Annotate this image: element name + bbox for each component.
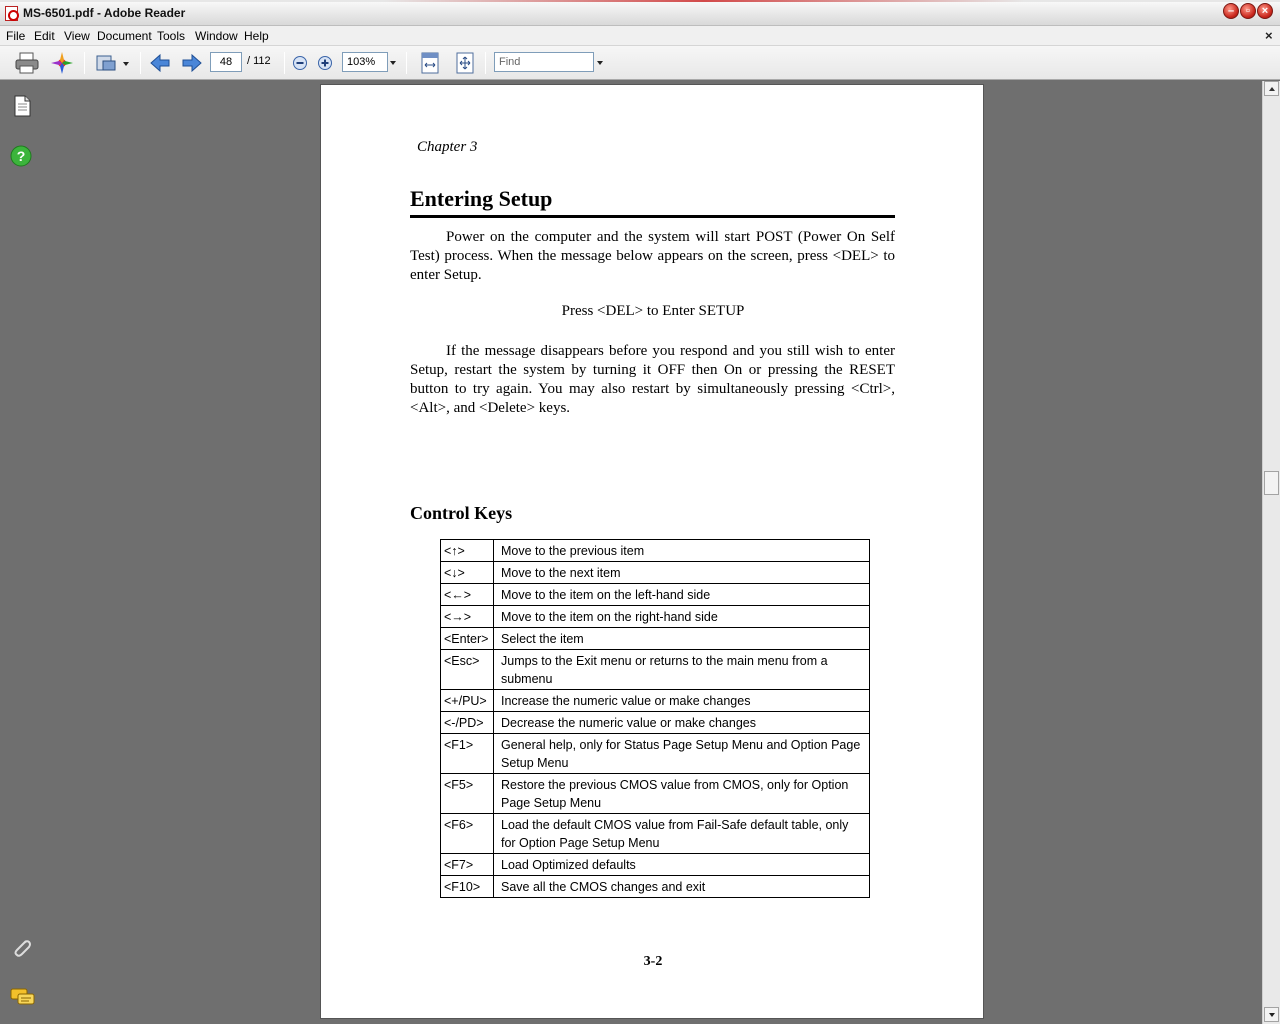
restart-paragraph [410, 342, 895, 418]
key-cell: <↓> [441, 562, 494, 584]
toolbar-separator [485, 52, 486, 74]
help-icon[interactable] [10, 145, 32, 167]
control-keys-table [440, 539, 870, 898]
table-row [441, 854, 870, 876]
collaborate-icon[interactable] [50, 51, 74, 75]
close-window-button[interactable]: × [1257, 3, 1273, 19]
table-row [441, 650, 870, 690]
key-cell: <F5> [441, 774, 494, 814]
menu-file[interactable]: File [6, 29, 26, 43]
key-cell: <Esc> [441, 650, 494, 690]
zoom-dropdown-icon[interactable] [390, 61, 396, 65]
description-cell: Move to the previous item [494, 540, 870, 562]
fit-width-icon[interactable] [419, 51, 441, 75]
description-cell: Move to the item on the right-hand side [494, 606, 870, 628]
intro-paragraph-text: Power on the computer and the system will start POST (Power On Self Test) process. When the message below appears on the screen, press <DEL> to enter Setup. [410, 229, 895, 283]
minimize-button[interactable]: – [1223, 3, 1239, 19]
description-cell: Increase the numeric value or make changes [494, 690, 870, 712]
key-cell: <+/PU> [441, 690, 494, 712]
next-page-icon[interactable] [180, 51, 204, 75]
find-dropdown-icon[interactable] [597, 61, 603, 65]
page-total: / 112 [247, 55, 271, 67]
table-row [441, 562, 870, 584]
table-row [441, 628, 870, 650]
description-cell: Restore the previous CMOS value from CMOS, only for Option Page Setup Menu [494, 774, 870, 814]
zoom-level-input[interactable]: 103% [342, 52, 388, 72]
previous-page-icon[interactable] [148, 51, 172, 75]
fit-page-icon[interactable] [454, 51, 476, 75]
menu-edit[interactable]: Edit [34, 29, 55, 43]
table-row [441, 774, 870, 814]
menu-view[interactable]: View [64, 29, 90, 43]
key-cell: <↑> [441, 540, 494, 562]
svg-text:?: ? [16, 148, 26, 164]
description-cell: Save all the CMOS changes and exit [494, 876, 870, 898]
table-row [441, 540, 870, 562]
key-cell: <F6> [441, 814, 494, 854]
description-cell: Move to the next item [494, 562, 870, 584]
pages-icon[interactable] [12, 95, 32, 117]
description-cell: Move to the item on the left-hand side [494, 584, 870, 606]
toolbar-separator [406, 52, 407, 74]
description-cell: General help, only for Status Page Setup Menu and Option Page Setup Menu [494, 734, 870, 774]
comments-icon[interactable] [10, 987, 36, 1007]
key-cell: <→> [441, 606, 494, 628]
description-cell: Jumps to the Exit menu or returns to the main menu from a submenu [494, 650, 870, 690]
toolbar [0, 46, 1280, 80]
pdf-page [320, 84, 984, 1019]
title-bar [0, 0, 1280, 26]
close-document-icon[interactable]: × [1265, 28, 1273, 43]
table-row [441, 876, 870, 898]
key-cell: <F1> [441, 734, 494, 774]
table-row [441, 584, 870, 606]
toolbar-separator [84, 52, 85, 74]
zoom-out-icon[interactable] [292, 55, 308, 71]
menu-document[interactable]: Document [97, 29, 152, 43]
menu-tools[interactable]: Tools [157, 29, 186, 43]
description-cell: Select the item [494, 628, 870, 650]
page-number-footer: 3-2 [643, 954, 663, 969]
table-row [441, 734, 870, 774]
adobe-reader-icon [5, 6, 18, 21]
key-cell: <F10> [441, 876, 494, 898]
maximize-button[interactable]: ▫ [1240, 3, 1256, 19]
scroll-down-button[interactable] [1264, 1007, 1279, 1022]
print-icon[interactable] [14, 51, 40, 75]
window-title: MS-6501.pdf - Adobe Reader [23, 6, 186, 20]
key-cell: <←> [441, 584, 494, 606]
page-number-input[interactable]: 48 [210, 52, 242, 72]
find-input[interactable]: Find [494, 52, 594, 72]
table-row [441, 606, 870, 628]
chapter-label: Chapter 3 [417, 139, 478, 155]
menu-bar [0, 26, 1280, 46]
description-cell: Load Optimized defaults [494, 854, 870, 876]
press-del-message: Press <DEL> to Enter SETUP [561, 303, 745, 319]
key-cell: <Enter> [441, 628, 494, 650]
scroll-up-button[interactable] [1264, 81, 1279, 96]
menu-help[interactable]: Help [244, 29, 269, 43]
select-tool-icon[interactable] [94, 51, 120, 75]
key-cell: <-/PD> [441, 712, 494, 734]
control-keys-heading: Control Keys [410, 503, 513, 523]
key-cell: <F7> [441, 854, 494, 876]
table-row [441, 814, 870, 854]
section-heading: Entering Setup [410, 186, 553, 211]
description-cell: Load the default CMOS value from Fail-Safe default table, only for Option Page Setup Menu [494, 814, 870, 854]
table-row [441, 690, 870, 712]
scroll-thumb[interactable] [1264, 471, 1279, 495]
intro-paragraph [410, 228, 895, 285]
toolbar-separator [284, 52, 285, 74]
description-cell: Decrease the numeric value or make changes [494, 712, 870, 734]
select-tool-dropdown-icon[interactable] [123, 62, 129, 66]
title-bar-accent [0, 0, 1280, 2]
navigation-pane [0, 81, 44, 1024]
table-row [441, 712, 870, 734]
restart-paragraph-text: If the message disappears before you respond and you still wish to enter Setup, restart the system by turning it OFF then On or pressing the RESET button to try again. You may also restart by simultaneously pressing <Ctrl>, <Alt>, and <Delete> keys. [410, 343, 895, 416]
heading-rule [410, 215, 895, 218]
attachments-icon[interactable] [10, 936, 34, 960]
menu-window[interactable]: Window [195, 29, 238, 43]
toolbar-separator [140, 52, 141, 74]
zoom-in-icon[interactable] [317, 55, 333, 71]
vertical-scrollbar[interactable] [1262, 81, 1280, 1024]
